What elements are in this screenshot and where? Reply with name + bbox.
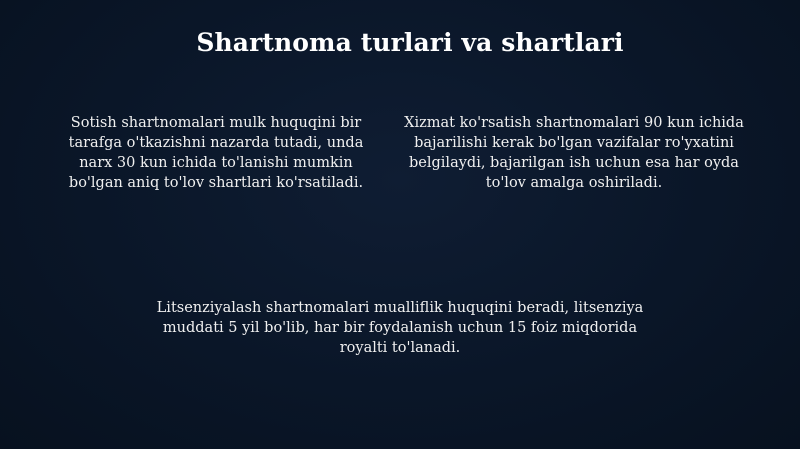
licensing-contracts-text: Litsenziyalash shartnomalari mualliflik huquqini beradi, litsenziya muddati 5 yil bo'lib, har bir foydalanish uchun 15 foiz miqdorida royalti to'lanadi. [156,300,644,356]
service-contracts-text: Xizmat ko'rsatish shartnomalari 90 kun ichida bajarilishi kerak bo'lgan vazifalar ro'yxatini belgilaydi, bajarilgan ish uchun esa har oyda to'lov amalga oshiriladi. [404,115,744,191]
slide-title: Shartnoma turlari va shartlari [196,28,624,57]
sale-contracts-text: Sotish shartnomalari mulk huquqini bir tarafga o'tkazishni nazarda tutadi, unda narx 30 kun ichida to'lanishi mumkin bo'lgan aniq to'lov shartlari ko'rsatiladi. [68,115,364,191]
